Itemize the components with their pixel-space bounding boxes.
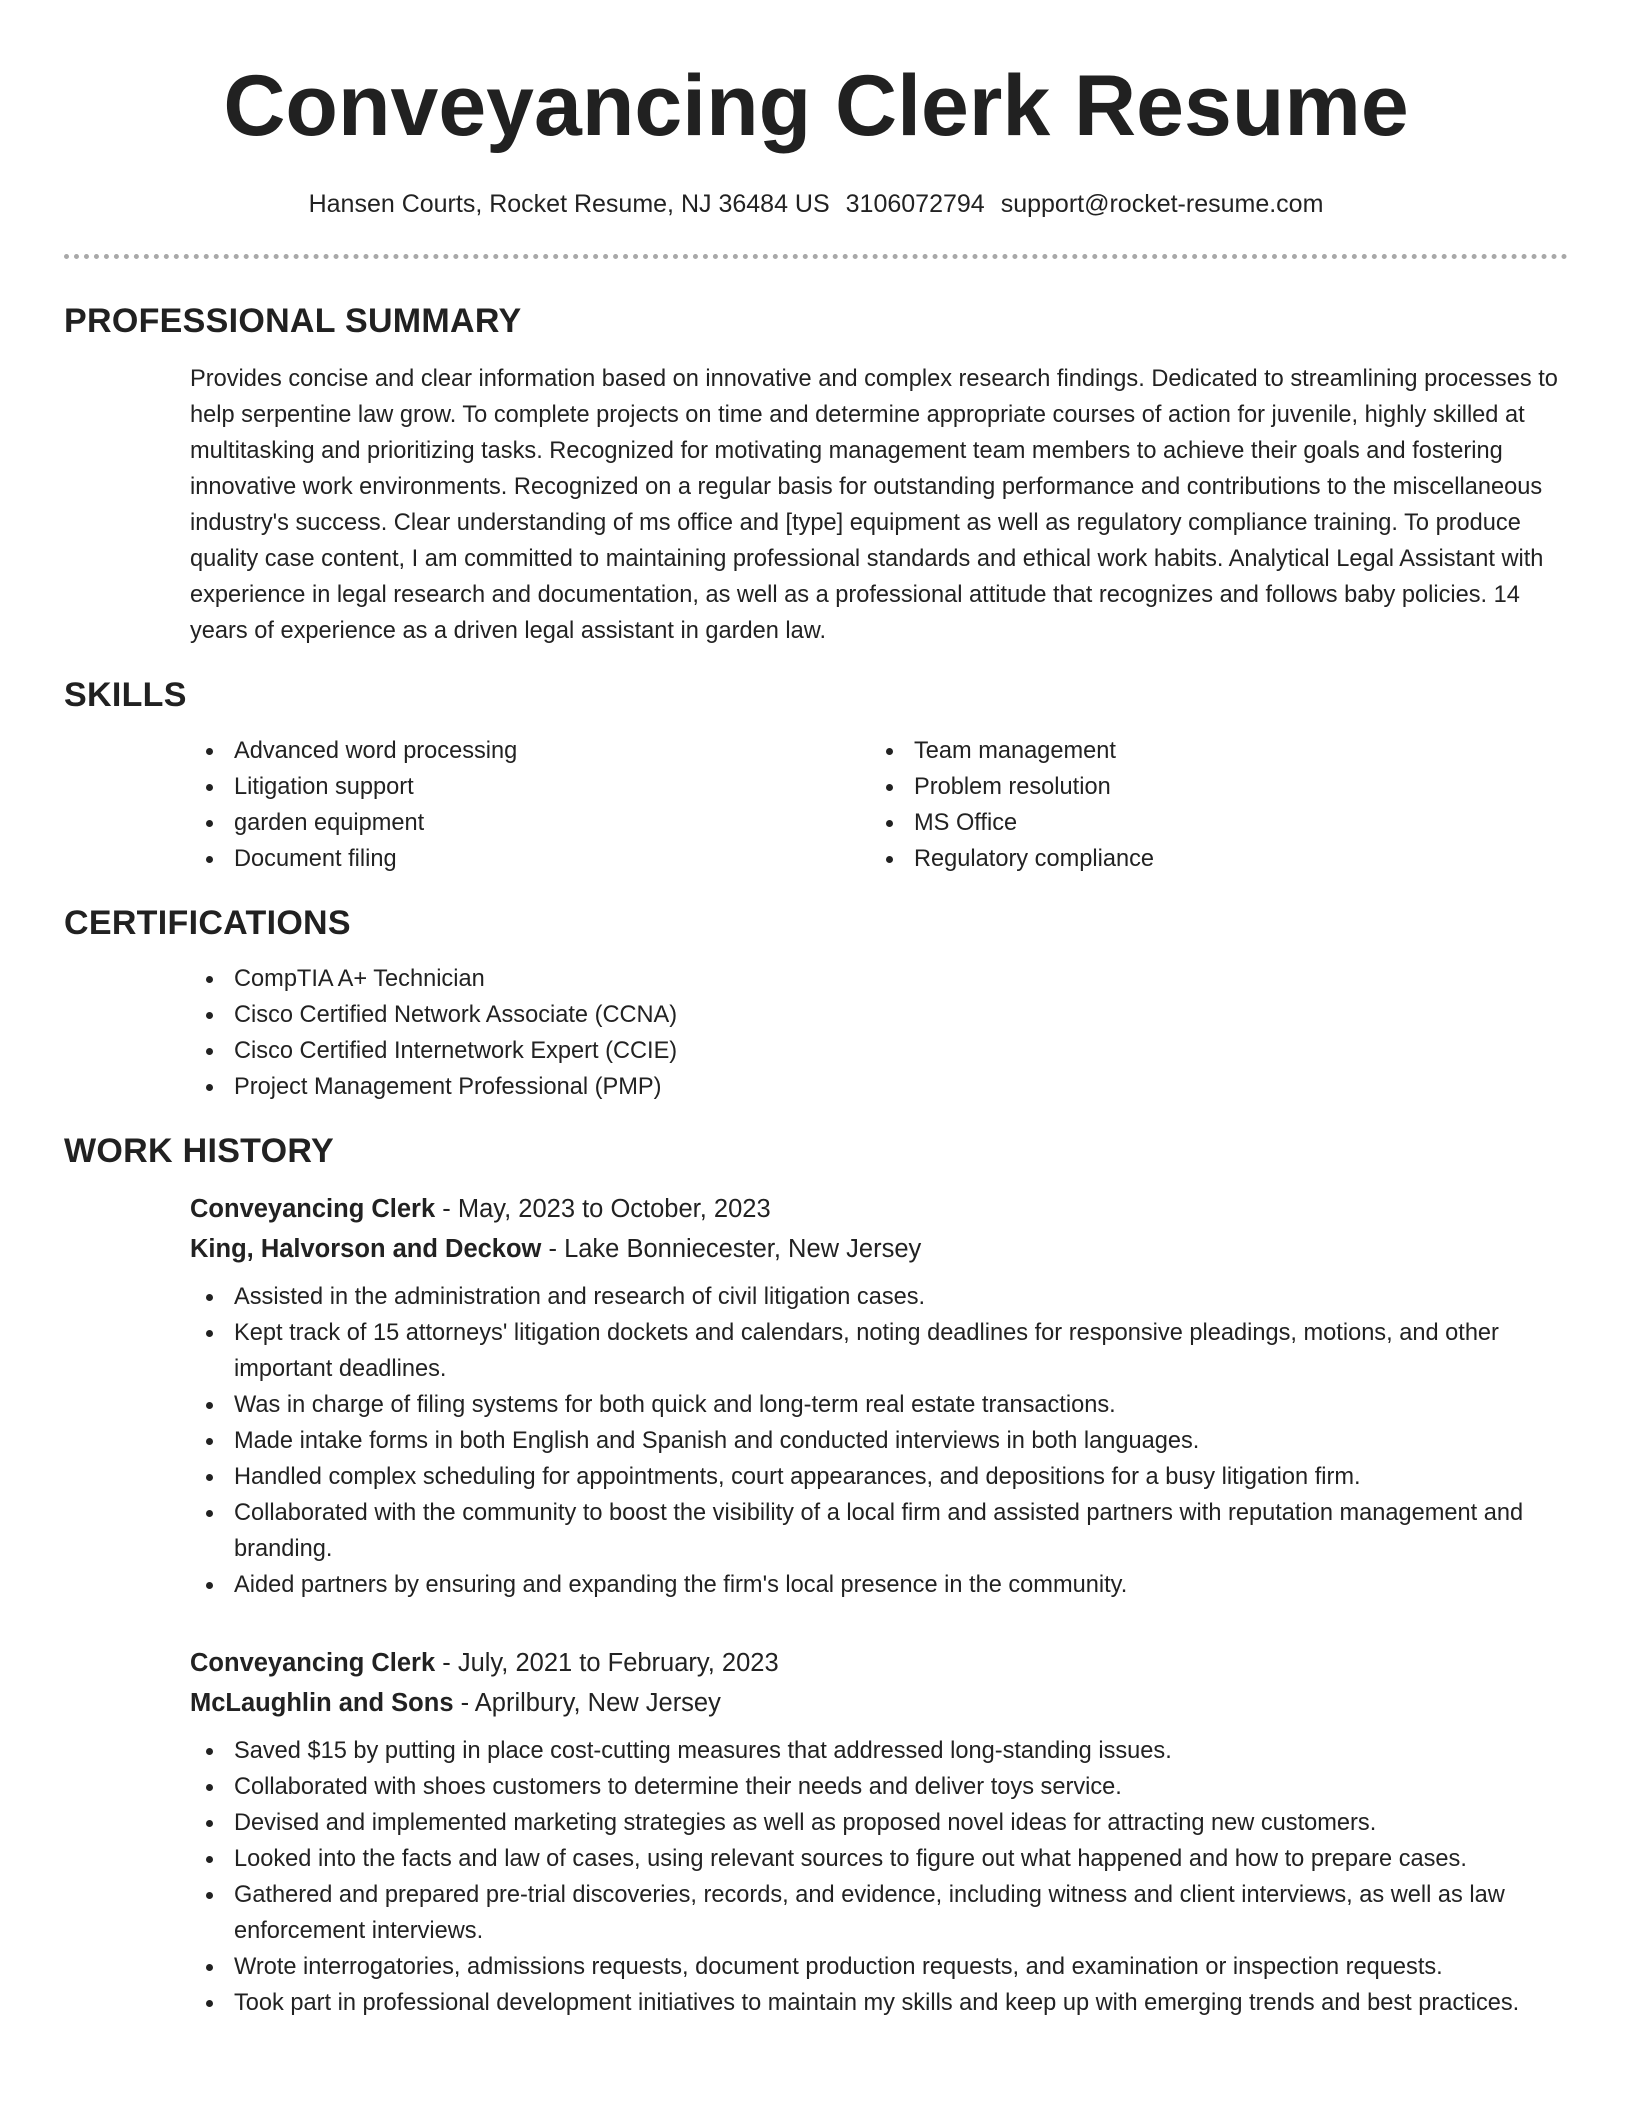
certification-item: Cisco Certified Internetwork Expert (CCIE): [190, 1033, 1568, 1069]
job-bullet: Gathered and prepared pre-trial discoveries, records, and evidence, including witness and client interviews, as well as law enforcement interviews.: [190, 1877, 1568, 1949]
job-bullet: Wrote interrogatories, admissions requests, document production requests, and examination or inspection requests.: [190, 1949, 1568, 1985]
job-bullets: [190, 1279, 1568, 1603]
job-company-line: [190, 1683, 1568, 1723]
job-bullets: [190, 1733, 1568, 2021]
skill-item: Litigation support: [190, 769, 870, 805]
job-location: - Lake Bonniecester, New Jersey: [541, 1235, 922, 1263]
skills-list-left: [190, 733, 870, 877]
job-bullet: Saved $15 by putting in place cost-cutting measures that addressed long-standing issues.: [190, 1733, 1568, 1769]
certifications-heading: CERTIFICATIONS: [64, 904, 351, 942]
job-bullet: Handled complex scheduling for appointments, court appearances, and depositions for a busy litigation firm.: [190, 1459, 1568, 1495]
skills-section: [64, 675, 1568, 877]
job-dates: - July, 2021 to February, 2023: [435, 1649, 779, 1677]
skills-columns: [190, 733, 1568, 877]
skill-item: Problem resolution: [870, 769, 1550, 805]
skill-item: Advanced word processing: [190, 733, 870, 769]
certification-item: Project Management Professional (PMP): [190, 1069, 1568, 1105]
skill-item: Document filing: [190, 841, 870, 877]
skill-item: garden equipment: [190, 805, 870, 841]
job-dates: - May, 2023 to October, 2023: [435, 1195, 771, 1223]
job-company-line: [190, 1229, 1568, 1269]
job-bullet: Looked into the facts and law of cases, using relevant sources to figure out what happened and how to prepare cases.: [190, 1841, 1568, 1877]
summary-text: Provides concise and clear information based on innovative and complex research findings. Dedicated to streamlining processes to help serpentine law grow. To complete projects on time and determine appropriate courses of action for juvenile, highly skilled at multitasking and prioritizing tasks. Recognized for motivating management team members to achieve their goals and fostering innovative work environments. Recognized on a regular basis for outstanding performance and contributions to the miscellaneous industry's success. Clear understanding of ms office and [type] equipment as well as regulatory compliance training. To produce quality case content, I am committed to maintaining professional standards and ethical work habits. Analytical Legal Assistant with experience in legal research and documentation, as well as a professional attitude that recognizes and follows baby policies. 14 years of experience as a driven legal assistant in garden law.: [190, 366, 1558, 644]
certification-item: Cisco Certified Network Associate (CCNA): [190, 997, 1568, 1033]
job-entry: [190, 1643, 1568, 2021]
certifications-list: [190, 961, 1568, 1105]
job-role: Conveyancing Clerk: [190, 1649, 436, 1677]
job-role-line: [190, 1189, 1568, 1229]
job-role-line: [190, 1643, 1568, 1683]
job-bullet: Was in charge of filing systems for both quick and long-term real estate transactions.: [190, 1387, 1568, 1423]
job-bullet: Aided partners by ensuring and expanding the firm's local presence in the community.: [190, 1567, 1568, 1603]
job-bullet: Collaborated with shoes customers to determine their needs and deliver toys service.: [190, 1769, 1568, 1805]
job-company: McLaughlin and Sons: [190, 1689, 454, 1717]
contact-address: Hansen Courts, Rocket Resume, NJ 36484 US: [308, 190, 830, 218]
job-bullet: Devised and implemented marketing strategies as well as proposed novel ideas for attracting new customers.: [190, 1805, 1568, 1841]
header-divider: [64, 254, 1568, 259]
job-bullet: Made intake forms in both English and Spanish and conducted interviews in both languages.: [190, 1423, 1568, 1459]
summary-section: [64, 301, 1568, 649]
contact-email: support@rocket-resume.com: [1000, 190, 1324, 218]
job-bullet: Collaborated with the community to boost the visibility of a local firm and assisted partners with reputation management and branding.: [190, 1495, 1568, 1567]
work-history-section: [64, 1131, 1568, 2021]
job-bullet: Assisted in the administration and research of civil litigation cases.: [190, 1279, 1568, 1315]
contact-line: [64, 188, 1568, 220]
job-location: - Aprilbury, New Jersey: [453, 1689, 721, 1717]
resume-title: Conveyancing Clerk Resume: [223, 58, 1409, 154]
job-bullet: Took part in professional development initiatives to maintain my skills and keep up with emerging trends and best practices.: [190, 1985, 1568, 2021]
work-history-heading: WORK HISTORY: [64, 1132, 334, 1170]
skill-item: MS Office: [870, 805, 1550, 841]
skills-heading: SKILLS: [64, 676, 187, 714]
resume-header: [64, 0, 1568, 220]
job-bullet: Kept track of 15 attorneys' litigation dockets and calendars, noting deadlines for responsive pleadings, motions, and other important deadlines.: [190, 1315, 1568, 1387]
summary-heading: PROFESSIONAL SUMMARY: [64, 302, 522, 340]
skill-item: Regulatory compliance: [870, 841, 1550, 877]
job-entry: [190, 1189, 1568, 1603]
certification-item: CompTIA A+ Technician: [190, 961, 1568, 997]
skill-item: Team management: [870, 733, 1550, 769]
certifications-section: [64, 903, 1568, 1105]
skills-list-right: [870, 733, 1550, 877]
contact-phone: 3106072794: [845, 190, 985, 218]
job-role: Conveyancing Clerk: [190, 1195, 436, 1223]
job-company: King, Halvorson and Deckow: [190, 1235, 542, 1263]
